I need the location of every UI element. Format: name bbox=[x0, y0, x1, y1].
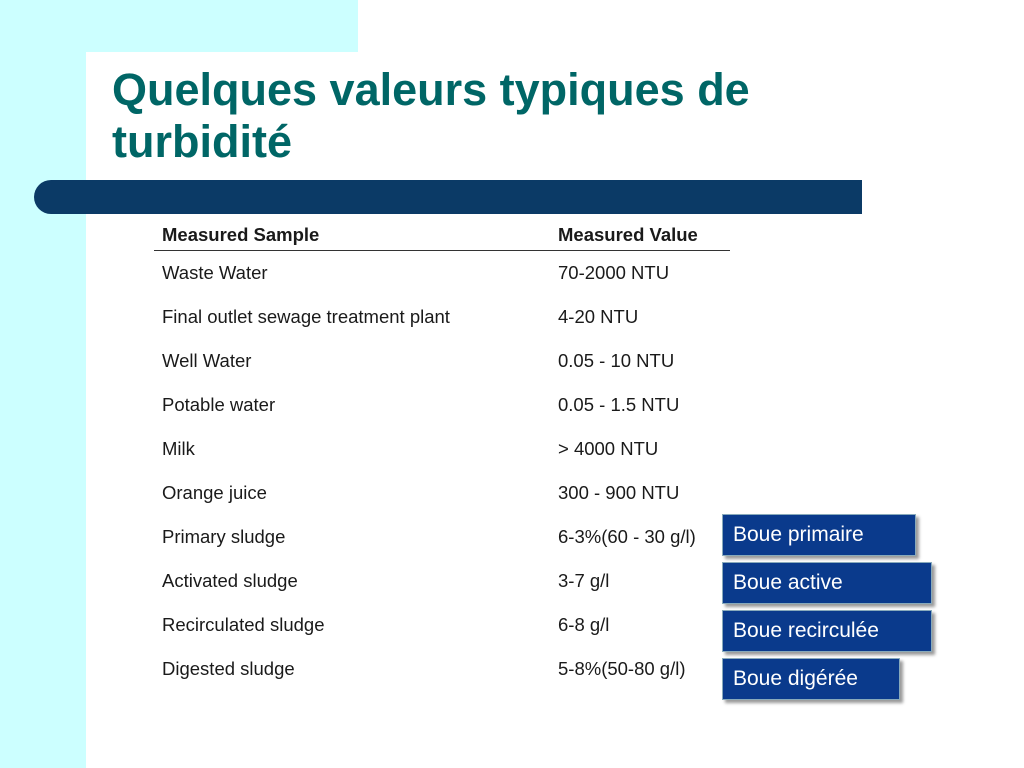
turbidity-table bbox=[154, 220, 730, 691]
cell-value: 6-8 g/l bbox=[558, 614, 610, 635]
cell-sample: Digested sludge bbox=[162, 658, 295, 679]
cell-sample: Well Water bbox=[162, 350, 252, 371]
label-boue-primaire: Boue primaire bbox=[722, 514, 916, 556]
cell-sample: Activated sludge bbox=[162, 570, 298, 591]
cell-value: 4-20 NTU bbox=[558, 306, 639, 327]
cell-value: 5-8%(50-80 g/l) bbox=[558, 658, 686, 679]
cell-value: 300 - 900 NTU bbox=[558, 482, 680, 503]
label-boue-digeree: Boue digérée bbox=[722, 658, 900, 700]
table-row bbox=[154, 427, 730, 471]
background-accent-left bbox=[0, 0, 86, 768]
table-row bbox=[154, 647, 730, 691]
header-measured-value: Measured Value bbox=[550, 220, 730, 251]
cell-sample: Waste Water bbox=[162, 262, 268, 283]
cell-sample: Milk bbox=[162, 438, 195, 459]
table-row bbox=[154, 295, 730, 339]
cell-sample: Recirculated sludge bbox=[162, 614, 325, 635]
cell-sample: Primary sludge bbox=[162, 526, 286, 547]
table-row bbox=[154, 251, 730, 296]
table-header-row bbox=[154, 220, 730, 251]
table-row bbox=[154, 559, 730, 603]
cell-value: 0.05 - 10 NTU bbox=[558, 350, 675, 371]
slide-title: Quelques valeurs typiques de turbidité bbox=[112, 64, 750, 167]
table-row bbox=[154, 515, 730, 559]
header-measured-sample: Measured Sample bbox=[154, 220, 550, 251]
cell-sample: Potable water bbox=[162, 394, 276, 415]
cell-value: 3-7 g/l bbox=[558, 570, 610, 591]
cell-sample: Final outlet sewage treatment plant bbox=[162, 306, 450, 327]
cell-value: 0.05 - 1.5 NTU bbox=[558, 394, 680, 415]
cell-value: 6-3%(60 - 30 g/l) bbox=[558, 526, 696, 547]
cell-value: > 4000 NTU bbox=[558, 438, 659, 459]
table-row bbox=[154, 471, 730, 515]
label-boue-recirculee: Boue recirculée bbox=[722, 610, 932, 652]
table-row bbox=[154, 603, 730, 647]
table-row bbox=[154, 383, 730, 427]
cell-sample: Orange juice bbox=[162, 482, 267, 503]
table-row bbox=[154, 339, 730, 383]
title-divider-bar bbox=[34, 180, 862, 214]
label-boue-active: Boue active bbox=[722, 562, 932, 604]
cell-value: 70-2000 NTU bbox=[558, 262, 670, 283]
table-body bbox=[154, 251, 730, 692]
